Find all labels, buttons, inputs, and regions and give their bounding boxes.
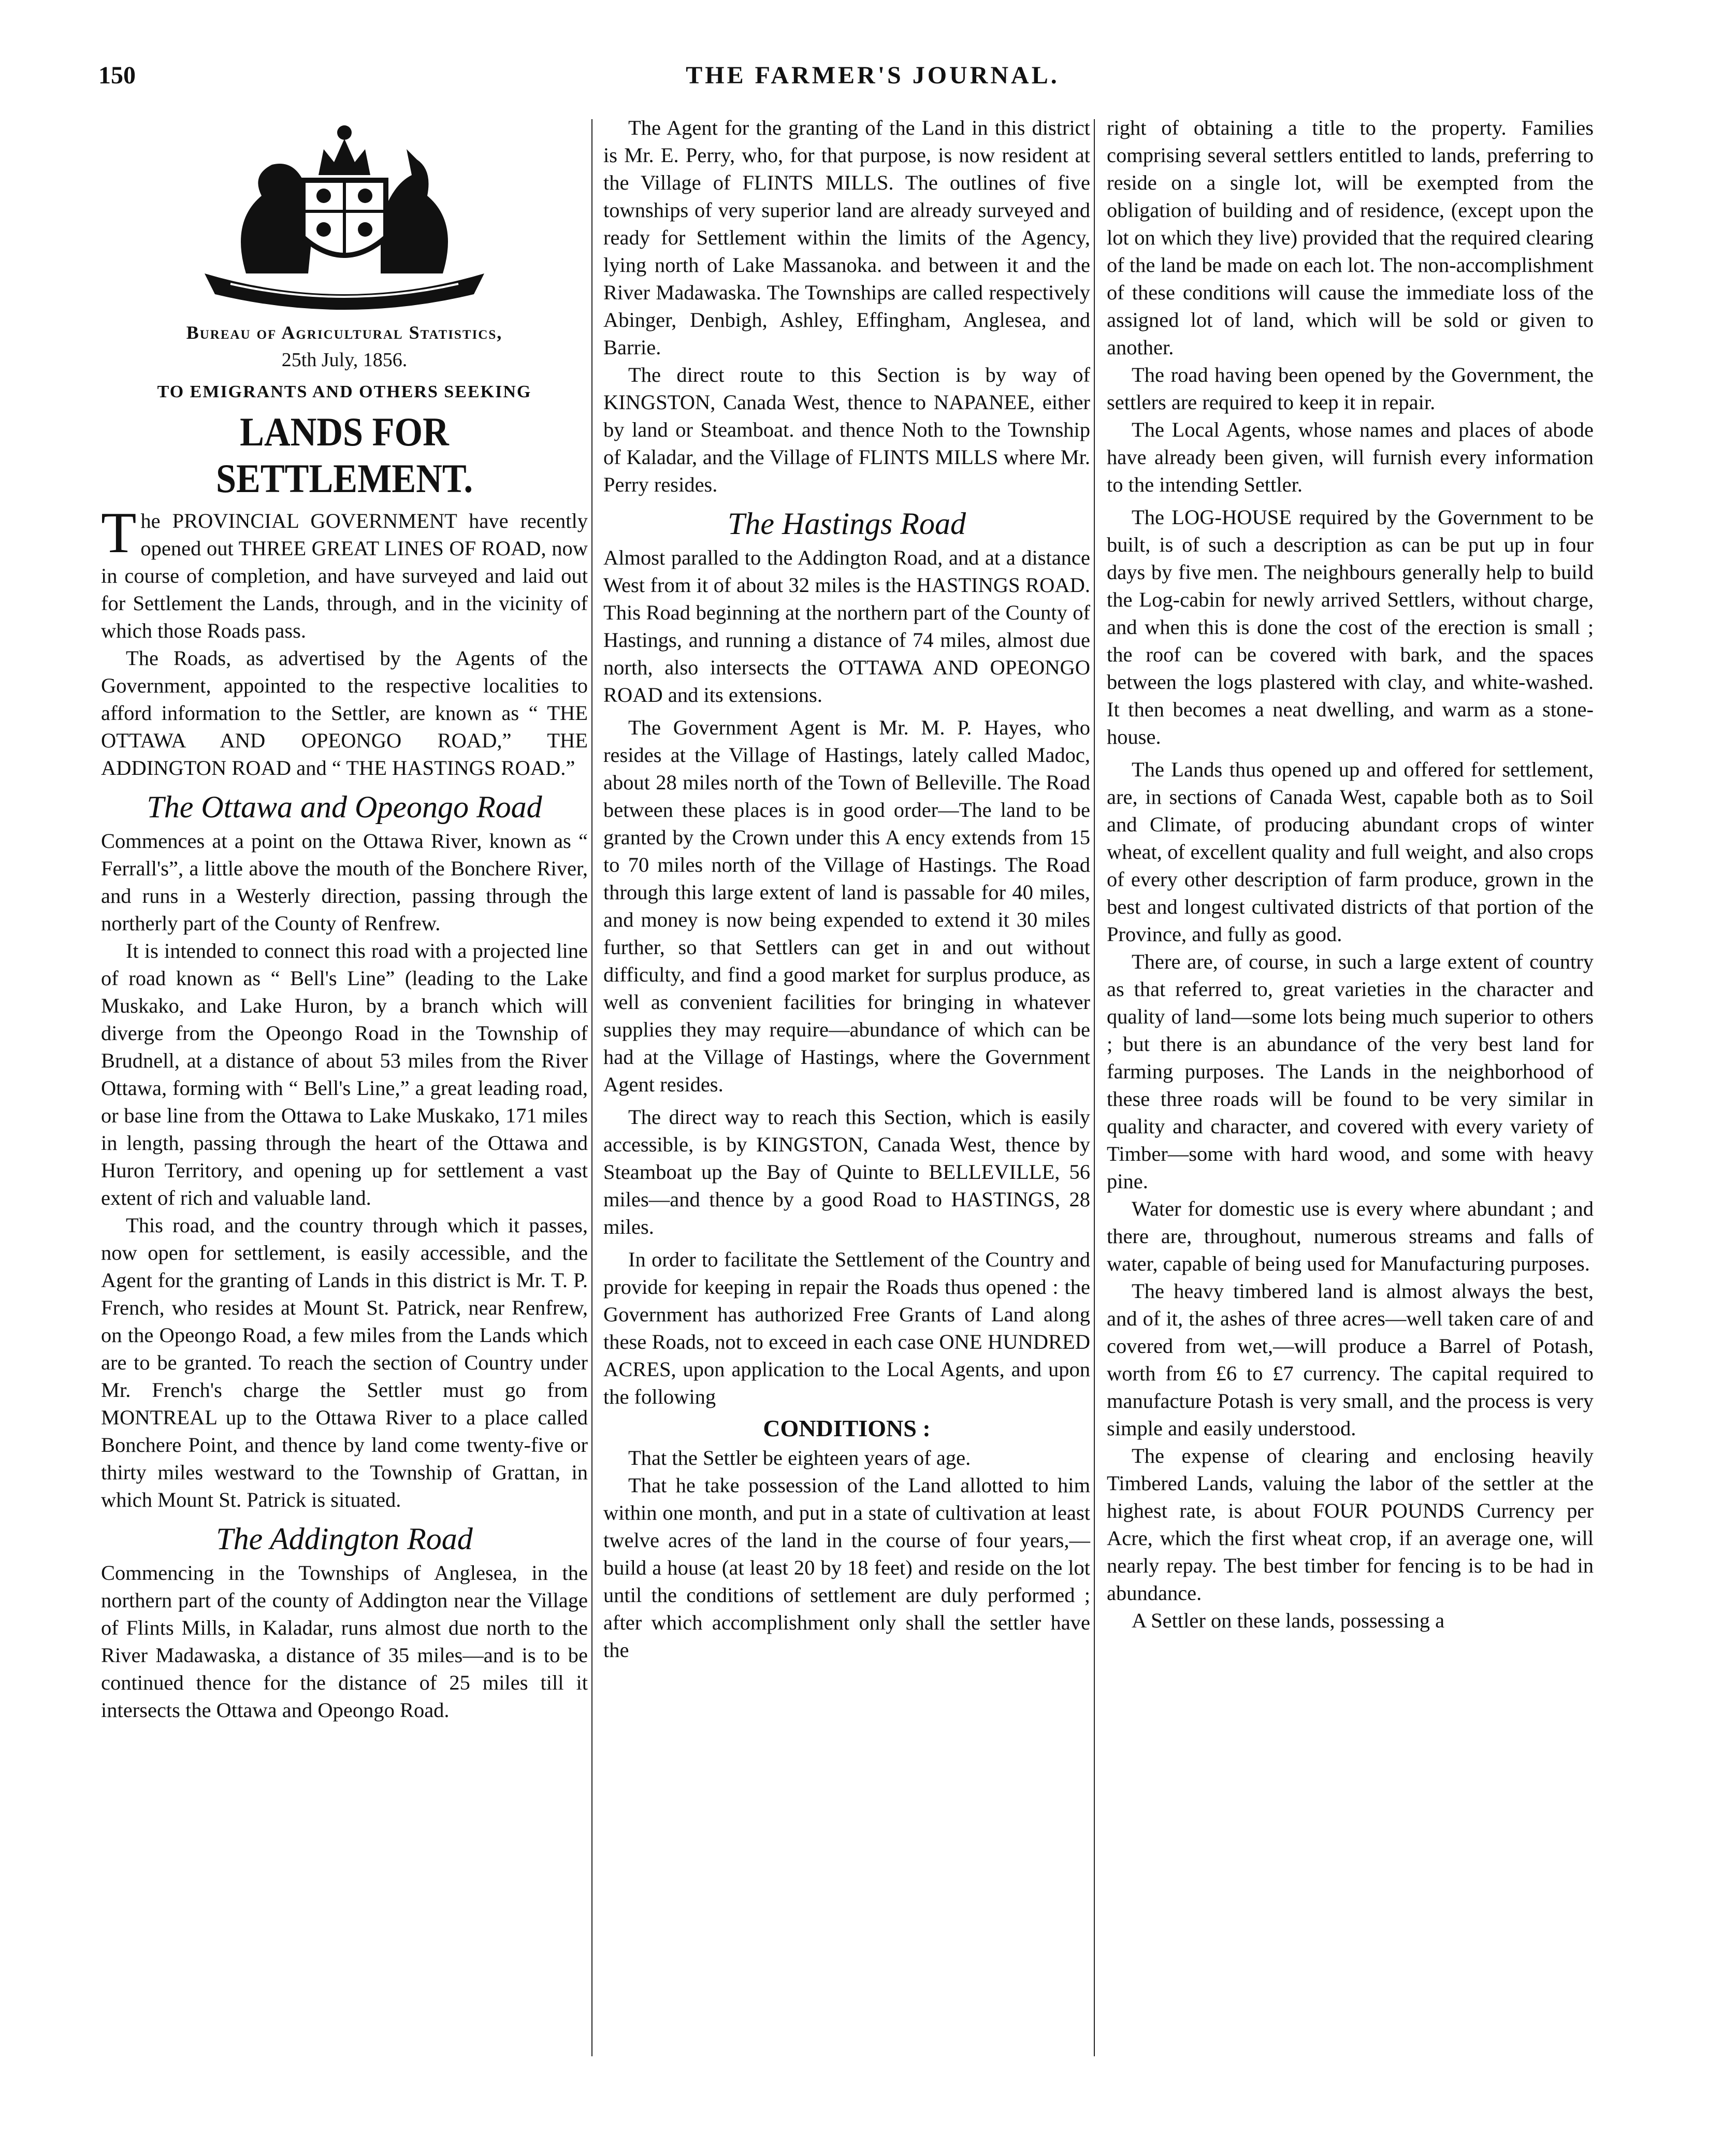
hastings-paragraph-3: The direct way to reach this Section, which is easily accessible, is by KINGSTON, Canada West, thence by Steamboat up the Bay of Quinte to BELLEVILLE, 56 miles—and thence by a good Road to HASTINGS, 28 miles. <box>603 1105 1090 1238</box>
column-rule-2 <box>1094 119 1095 2056</box>
variety-paragraph: There are, of course, in such a large extent of country as that referred to, great varieties in the character and quality of land—some lots being much superior to others ; but there is an abundance of the very best land for farming purposes. The Lands in the neighborhood of these three roads will be found to be very similar in quality and character, and covered with every variety of Timber—some with hard wood, and some with heavy pine. <box>1107 950 1594 1193</box>
column-3 <box>1107 114 1594 1634</box>
heading-addington-road: The Addington Road <box>216 1522 473 1556</box>
water-paragraph: Water for domestic use is every where abundant ; and there are, throughout, numerous streams and falls of water, capable of being used for Manufacturing purposes. <box>1107 1197 1594 1275</box>
notice-headline: LANDS FOR SETTLEMENT. <box>215 409 473 501</box>
ottawa-paragraph-1: Commences at a point on the Ottawa River, known as “ Ferrall's”, a little above the mouth of the Bonchere River, and runs in a Westerly direction, passing through the northerly part of the County of Renfrew. <box>101 829 588 935</box>
roads-paragraph: The Roads, as advertised by the Agents of the Government, appointed to the respective localities to afford information to the Settler, are known as “ THE OTTAWA AND OPEONGO ROAD,” THE ADDINGTON ROAD and “ THE HASTINGS ROAD.” <box>101 646 588 780</box>
settler-paragraph: A Settler on these lands, possessing a <box>1132 1609 1445 1632</box>
addington-route-paragraph: The direct route to this Section is by way of KINGSTON, Canada West, thence to NAPANEE, either by land or Steamboat. and thence Noth to the Township of Kaladar, and the Village of FLINTS MILLS where Mr. Perry resides. <box>603 363 1090 496</box>
bureau-name: Bureau of Agricultural Statistics, <box>186 322 503 343</box>
column-2 <box>603 114 1090 1664</box>
column-1 <box>101 114 588 1724</box>
intro-text: he PROVINCIAL GOVERNMENT have recently opened out THREE GREAT LINES OF ROAD, now in course of completion, and have surveyed and laid out for Settlement the Lands, through, and in the vicinity of which those Roads pass. <box>101 509 588 642</box>
intro-paragraph <box>101 501 588 644</box>
local-agents-paragraph: The Local Agents, whose names and places of abode have already been given, will furnish every information to the intending Settler. <box>1107 418 1594 496</box>
title-paragraph: right of obtaining a title to the property. Families comprising several settlers entitled to lands, preferring to reside on a single lot, will be exempted from the obligation of building and of residence, (except upon the lot on which they live) provided that the required clearing of the land be made on each lot. The non-accomplishment of these conditions will cause the immediate loss of the assigned lot of land, which will be sold or given to another. <box>1107 116 1594 359</box>
potash-paragraph: The heavy timbered land is almost always the best, and of it, the ashes of three acres—well taken care of and covered from wet,—will produce a Barrel of Potash, worth from £6 to £7 currency. The capital required to manufacture Potash is very small, and the process is very simple and easily understood. <box>1107 1279 1594 1440</box>
clearing-expense-paragraph: The expense of clearing and enclosing heavily Timbered Lands, valuing the labor of the settler at the highest rate, is about FOUR POUNDS Currency per Acre, which the first wheat crop, if an average one, will nearly repay. The best timber for fencing is to be had in abundance. <box>1107 1444 1594 1605</box>
lands-quality-paragraph: The Lands thus opened up and offered for settlement, are, in sections of Canada West, capable both as to Soil and Climate, of producing abundant crops of winter wheat, of excellent quality and full weight, and also crops of every other description of farm produce, grown in the best and longest cultivated districts of that portion of the Province, and fully as good. <box>1107 758 1594 946</box>
drop-cap: T <box>101 501 137 565</box>
hastings-paragraph-2: The Government Agent is Mr. M. P. Hayes, who resides at the Village of Hastings, lately called Madoc, about 28 miles north of the Town of Belleville. The Road between these places is in good order—The land to be granted by the Crown under this A ency extends from 15 to 70 miles north of the Village of Hastings. The Road through this large extent of land is passable for 40 miles, and money is now being expended to extend it 30 miles further, so that Settlers can get in and out without difficulty, and find a good market for surplus produce, as well as convenient facilities for bringing in whatever supplies they may require—abundance of which can be had at the Village of Hastings, where the Government Agent resides. <box>603 716 1090 1096</box>
road-repair-paragraph: The road having been opened by the Government, the settlers are required to keep it in repair. <box>1107 363 1594 414</box>
notice-audience: TO EMIGRANTS AND OTHERS SEEKING <box>157 382 532 401</box>
notice-date: 25th July, 1856. <box>281 349 408 371</box>
heading-ottawa-road: The Ottawa and Opeongo Road <box>147 790 542 824</box>
heading-conditions: CONDITIONS : <box>763 1415 931 1441</box>
log-house-paragraph: The LOG-HOUSE required by the Government to be built, is of such a description as can be put up in four days by five men. The neighbours generally help to build the Log-cabin for newly arrived Settlers, without charge, and when this is done the cost of the erection is small ; the roof can be covered with bark, and the spaces between the logs plastered with clay, and white-washed. It then becomes a neat dwelling, and warm as a stone-house. <box>1107 506 1594 748</box>
page-header <box>98 61 1647 94</box>
ottawa-paragraph-3: This road, and the country through which it passes, now open for settlement, is easily accessible, and the Agent for the granting of Lands in this district is Mr. T. P. French, who resides at Mount St. Patrick, near Renfrew, on the Opeongo Road, a few miles from the Lands which are to be granted. To reach the section of Country under Mr. French's charge the Settler must go from MONTREAL up to the Ottawa River to a place called Bonchere Point, and thence by land come twenty-five or thirty miles westward to the Township of Grattan, in which Mount St. Patrick is situated. <box>101 1214 588 1511</box>
condition-2: That he take possession of the Land allotted to him within one month, and put in a state of cultivation at least twelve acres of the land in the course of four years,—build a house (at least 20 by 18 feet) and reside on the lot until the conditions of settlement are duly performed ; after which accomplishment only shall the settler have the <box>603 1474 1090 1662</box>
heading-hastings-road: The Hastings Road <box>727 507 966 541</box>
royal-coat-of-arms-icon <box>184 118 505 310</box>
condition-1: That the Settler be eighteen years of age. <box>628 1446 971 1469</box>
hastings-paragraph-4: In order to facilitate the Settlement of the Country and provide for keeping in repair the Roads thus opened : the Government has authorized Free Grants of Land along these Roads, not to exceed in each case ONE HUNDRED ACRES, upon application to the Local Agents, and upon the following <box>603 1248 1090 1408</box>
page-number: 150 <box>98 62 136 89</box>
addington-paragraph-1: Commencing in the Townships of Anglesea, in the northern part of the county of Addington near the Village of Flints Mills, in Kaladar, runs almost due north to the River Madawaska, a distance of 35 miles—and is to be continued thence for the distance of 25 miles till it intersects the Ottawa and Opeongo Road. <box>101 1561 588 1722</box>
ottawa-paragraph-2: It is intended to connect this road with a projected line of road known as “ Bell's Line” (leading to the Lake Muskako, and Lake Huron, by a branch which will diverge from the Opeongo Road in the Township of Brudnell, at a distance of about 53 miles from the River Ottawa, forming with “ Bell's Line,” a great leading road, or base line from the Ottawa to Lake Muskako, 171 miles in length, passing through the heart of the Ottawa and Huron Territory, and opening up for settlement a vast extent of rich and valuable land. <box>101 939 588 1209</box>
addington-agent-paragraph: The Agent for the granting of the Land in this district is Mr. E. Perry, who, for that purpose, is now resident at the Village of FLINTS MILLS. The outlines of five townships of very superior land are already surveyed and ready for Settlement within the limits of the Agency, lying north of Lake Massanoka. and between it and the River Madawaska. The Townships are called respectively Abinger, Denbigh, Ashley, Effingham, Anglesea, and Barrie. <box>603 116 1090 359</box>
column-rule-1 <box>591 119 592 2056</box>
hastings-paragraph-1: Almost paralled to the Addington Road, and at a distance West from it of about 32 miles is the HASTINGS ROAD. This Road beginning at the northern part of the County of Hastings, and running a distance of 74 miles, almost due north, also intersects the OTTAWA AND OPEONGO ROAD and its extensions. <box>603 546 1090 706</box>
journal-title: THE FARMER'S JOURNAL. <box>686 62 1060 89</box>
